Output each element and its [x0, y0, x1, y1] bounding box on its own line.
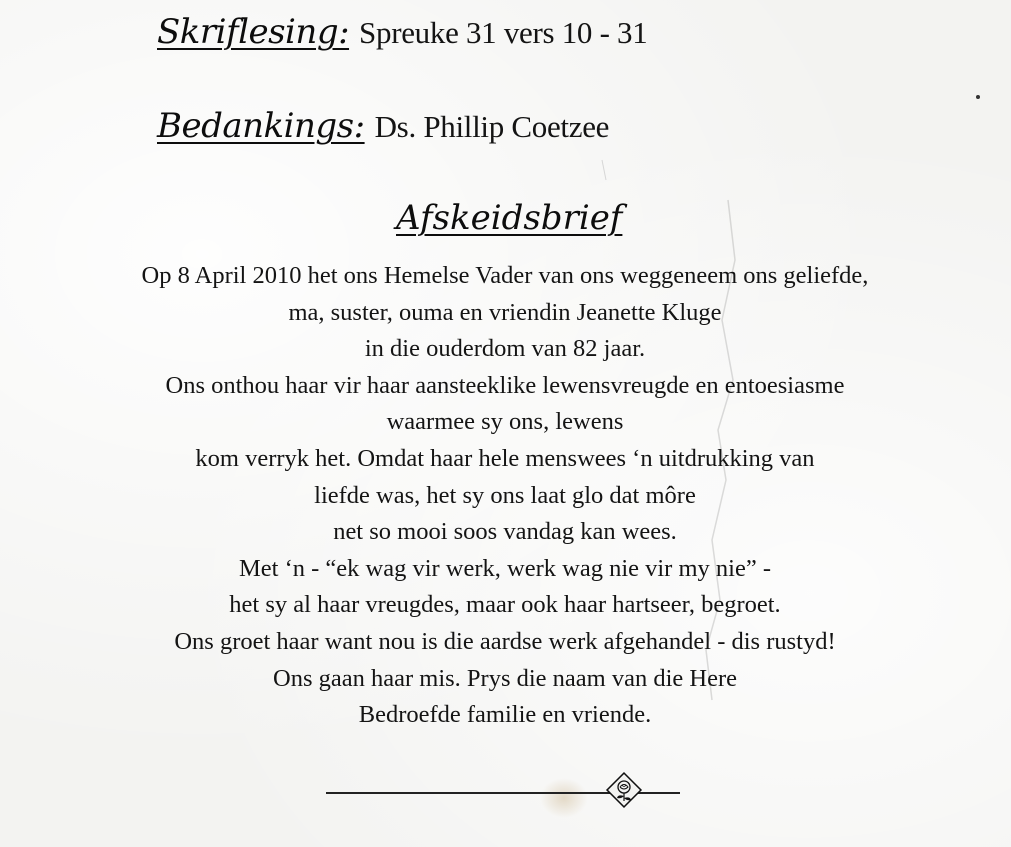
letter-line: kom verryk het. Omdat haar hele menswees ‘n uitdrukking van — [195, 444, 815, 472]
letter-line: Met ‘n - “ek wag vir werk, werk wag nie vir my nie” - — [238, 554, 771, 582]
letter-line: waarmee sy ons, lewens — [386, 408, 624, 436]
thanks-label: Bedankings: — [157, 106, 365, 146]
rose-icon — [604, 770, 644, 810]
thanks-value: Ds. Phillip Coetzee — [374, 109, 610, 144]
paper-stain — [540, 778, 588, 818]
scripture-label: Skriflesing: — [157, 12, 350, 52]
scripture-value: Spreuke 31 vers 10 - 31 — [359, 15, 648, 50]
letter-body — [30, 258, 980, 734]
letter-line: Bedroefde familie en vriende. — [358, 701, 652, 729]
scripture-row — [157, 12, 647, 52]
letter-heading: Afskeidsbrief — [396, 198, 623, 238]
letter-line: Ons onthou haar vir haar aansteeklike lewensvreugde en entoesiasme — [165, 371, 845, 399]
letter-line: Ons groet haar want nou is die aardse werk afgehandel - dis rustyd! — [174, 627, 836, 655]
letter-line: ma, suster, ouma en vriendin Jeanette Kluge — [288, 298, 722, 326]
paper-speck — [976, 95, 980, 99]
letter-line: het sy al haar vreugdes, maar ook haar hartseer, begroet. — [229, 591, 781, 619]
thanks-row — [157, 106, 609, 146]
letter-line: liefde was, het sy ons laat glo dat môre — [314, 481, 696, 509]
letter-line: in die ouderdom van 82 jaar. — [364, 335, 646, 363]
letter-line: net so mooi soos vandag kan wees. — [333, 518, 677, 546]
letter-line: Op 8 April 2010 het ons Hemelse Vader van ons weggeneem ons geliefde, — [141, 262, 869, 289]
letter-line: Ons gaan haar mis. Prys die naam van die Here — [273, 664, 737, 692]
